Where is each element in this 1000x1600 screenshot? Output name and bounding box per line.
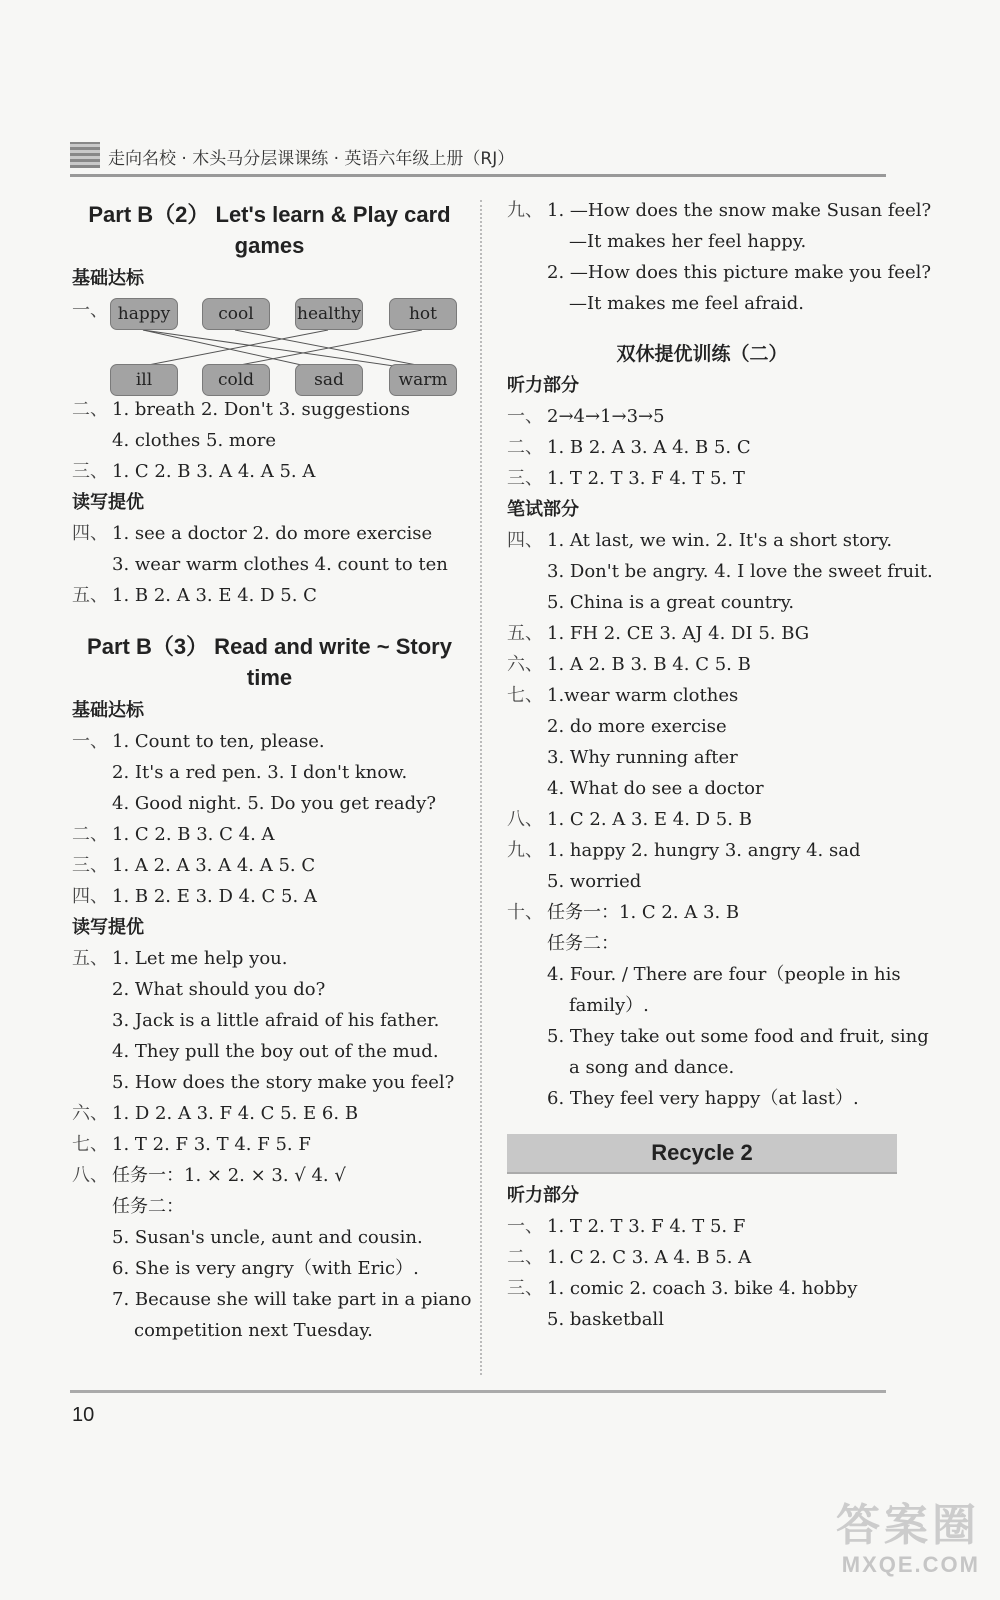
answer-line: 5. basketball — [547, 1309, 664, 1330]
header-title: 走向名校 · 木头马分层课课练 · 英语六年级上册（RJ） — [108, 149, 515, 169]
answer-line: 七、 1.wear warm clothes — [507, 685, 739, 706]
page-number: 10 — [72, 1404, 95, 1426]
answer-line: competition next Tuesday. — [134, 1320, 373, 1341]
answer-line: 七、 1. T 2. F 3. T 4. F 5. F — [72, 1134, 311, 1155]
answer-line: 二、 1. C 2. C 3. A 4. B 5. A — [507, 1247, 752, 1268]
word-box-cool: cool — [202, 298, 270, 330]
answer-line: 二、 1. C 2. B 3. C 4. A — [72, 824, 275, 845]
word-box-sad: sad — [295, 364, 363, 396]
answer-line: 八、 1. C 2. A 3. E 4. D 5. B — [507, 809, 752, 830]
answer-line: 3. Jack is a little afraid of his father. — [112, 1010, 440, 1031]
answer-line: 3. Why running after — [547, 747, 738, 768]
answer-line: 二、 1. breath 2. Don't 3. suggestions — [72, 399, 410, 420]
answer-line: 2. It's a red pen. 3. I don't know. — [112, 762, 408, 783]
answer-line: 5. Susan's uncle, aunt and cousin. — [112, 1227, 423, 1248]
answer-line: 一、 1. Count to ten, please. — [72, 731, 325, 752]
answer-line: 二、 1. B 2. A 3. A 4. B 5. C — [507, 437, 751, 458]
answer-line: 任务二： — [112, 1196, 184, 1217]
word-box-happy: happy — [110, 298, 178, 330]
answer-line: 4. Good night. 5. Do you get ready? — [112, 793, 436, 814]
answer-line: 4. What do see a doctor — [547, 778, 764, 799]
answer-line: 九、 1. happy 2. hungry 3. angry 4. sad — [507, 840, 861, 861]
answer-line: 三、 1. comic 2. coach 3. bike 4. hobby — [507, 1278, 858, 1299]
answer-line: —It makes me feel afraid. — [569, 293, 805, 314]
answer-line: 一、 2→4→1→3→5 — [507, 406, 665, 427]
part-b3-title: Part B（3） Read and write ~ Story time — [87, 634, 452, 690]
answer-line: 六、 1. D 2. A 3. F 4. C 5. E 6. B — [72, 1103, 359, 1124]
answer-line: —It makes her feel happy. — [569, 231, 807, 252]
answer-line: 一、 1. T 2. T 3. F 4. T 5. F — [507, 1216, 746, 1237]
section-listening: 听力部分 — [507, 1185, 579, 1206]
page-header — [70, 140, 886, 177]
answer-line: 2. —How does this picture make you feel? — [547, 262, 932, 283]
answer-line: 5. How does the story make you feel? — [112, 1072, 455, 1093]
answer-line: 四、 1. B 2. E 3. D 4. C 5. A — [72, 886, 317, 907]
section-listening: 听力部分 — [507, 375, 579, 396]
answer-line: 4. clothes 5. more — [112, 430, 277, 451]
weekend-training-title: 双休提优训练（二） — [616, 343, 788, 365]
answer-line: 五、 1. Let me help you. — [72, 948, 288, 969]
section-written: 笔试部分 — [507, 499, 579, 520]
answer-line: family）. — [569, 995, 649, 1016]
answer-line: 三、 1. T 2. T 3. F 4. T 5. T — [507, 468, 745, 489]
answer-line: 九、 1. —How does the snow make Susan feel? — [507, 200, 932, 221]
answer-line: 六、 1. A 2. B 3. B 4. C 5. B — [507, 654, 751, 675]
answer-line: 十、 任务一：1. C 2. A 3. B — [507, 902, 740, 923]
book-icon — [70, 142, 100, 168]
answer-line: 四、 1. see a doctor 2. do more exercise — [72, 523, 433, 544]
recycle-2-banner: Recycle 2 — [507, 1134, 897, 1174]
answer-line: 八、 任务一：1. × 2. × 3. √ 4. √ — [72, 1165, 346, 1186]
section-read-write: 读写提优 — [72, 492, 144, 513]
word-box-warm: warm — [389, 364, 457, 396]
answer-line: 3. wear warm clothes 4. count to ten — [112, 554, 448, 575]
matching-exercise: 一、 happy cool healthy hot ill cold sad warm — [72, 294, 467, 394]
answer-line: 五、 1. B 2. A 3. E 4. D 5. C — [72, 585, 317, 606]
answer-line: 7. Because she will take part in a piano — [112, 1289, 472, 1310]
answer-line: 5. They take out some food and fruit, sing — [547, 1026, 929, 1047]
answer-line: 4. Four. / There are four（people in his — [547, 964, 901, 985]
word-box-healthy: healthy — [295, 298, 363, 330]
answer-line: 4. They pull the boy out of the mud. — [112, 1041, 439, 1062]
answer-line: 6. They feel very happy（at last）. — [547, 1088, 859, 1109]
answer-line: 3. Don't be angry. 4. I love the sweet fruit. — [547, 561, 933, 582]
answer-line: 三、 1. A 2. A 3. A 4. A 5. C — [72, 855, 316, 876]
answer-line: 四、 1. At last, we win. 2. It's a short story. — [507, 530, 893, 551]
word-box-cold: cold — [202, 364, 270, 396]
answer-line: 5. China is a great country. — [547, 592, 795, 613]
answer-line: 2. do more exercise — [547, 716, 727, 737]
word-box-ill: ill — [110, 364, 178, 396]
left-column — [72, 195, 472, 1346]
footer-rule — [70, 1390, 886, 1393]
section-basic: 基础达标 — [72, 268, 144, 289]
part-b2-title: Part B（2） Let's learn & Play card games — [88, 202, 451, 258]
section-read-write: 读写提优 — [72, 917, 144, 938]
site-watermark: 答案圈 MXQE.COM — [836, 1500, 980, 1577]
answer-line: 5. worried — [547, 871, 642, 892]
section-basic: 基础达标 — [72, 700, 144, 721]
answer-line: 五、 1. FH 2. CE 3. AJ 4. DI 5. BG — [507, 623, 810, 644]
answer-line: 6. She is very angry（with Eric）. — [112, 1258, 419, 1279]
answer-line: 任务二： — [547, 933, 619, 954]
right-column — [507, 195, 933, 1335]
answer-line: 三、 1. C 2. B 3. A 4. A 5. A — [72, 461, 316, 482]
answer-line: 2. What should you do? — [112, 979, 326, 1000]
column-divider — [480, 200, 482, 1375]
answer-line: a song and dance. — [569, 1057, 735, 1078]
word-box-hot: hot — [389, 298, 457, 330]
